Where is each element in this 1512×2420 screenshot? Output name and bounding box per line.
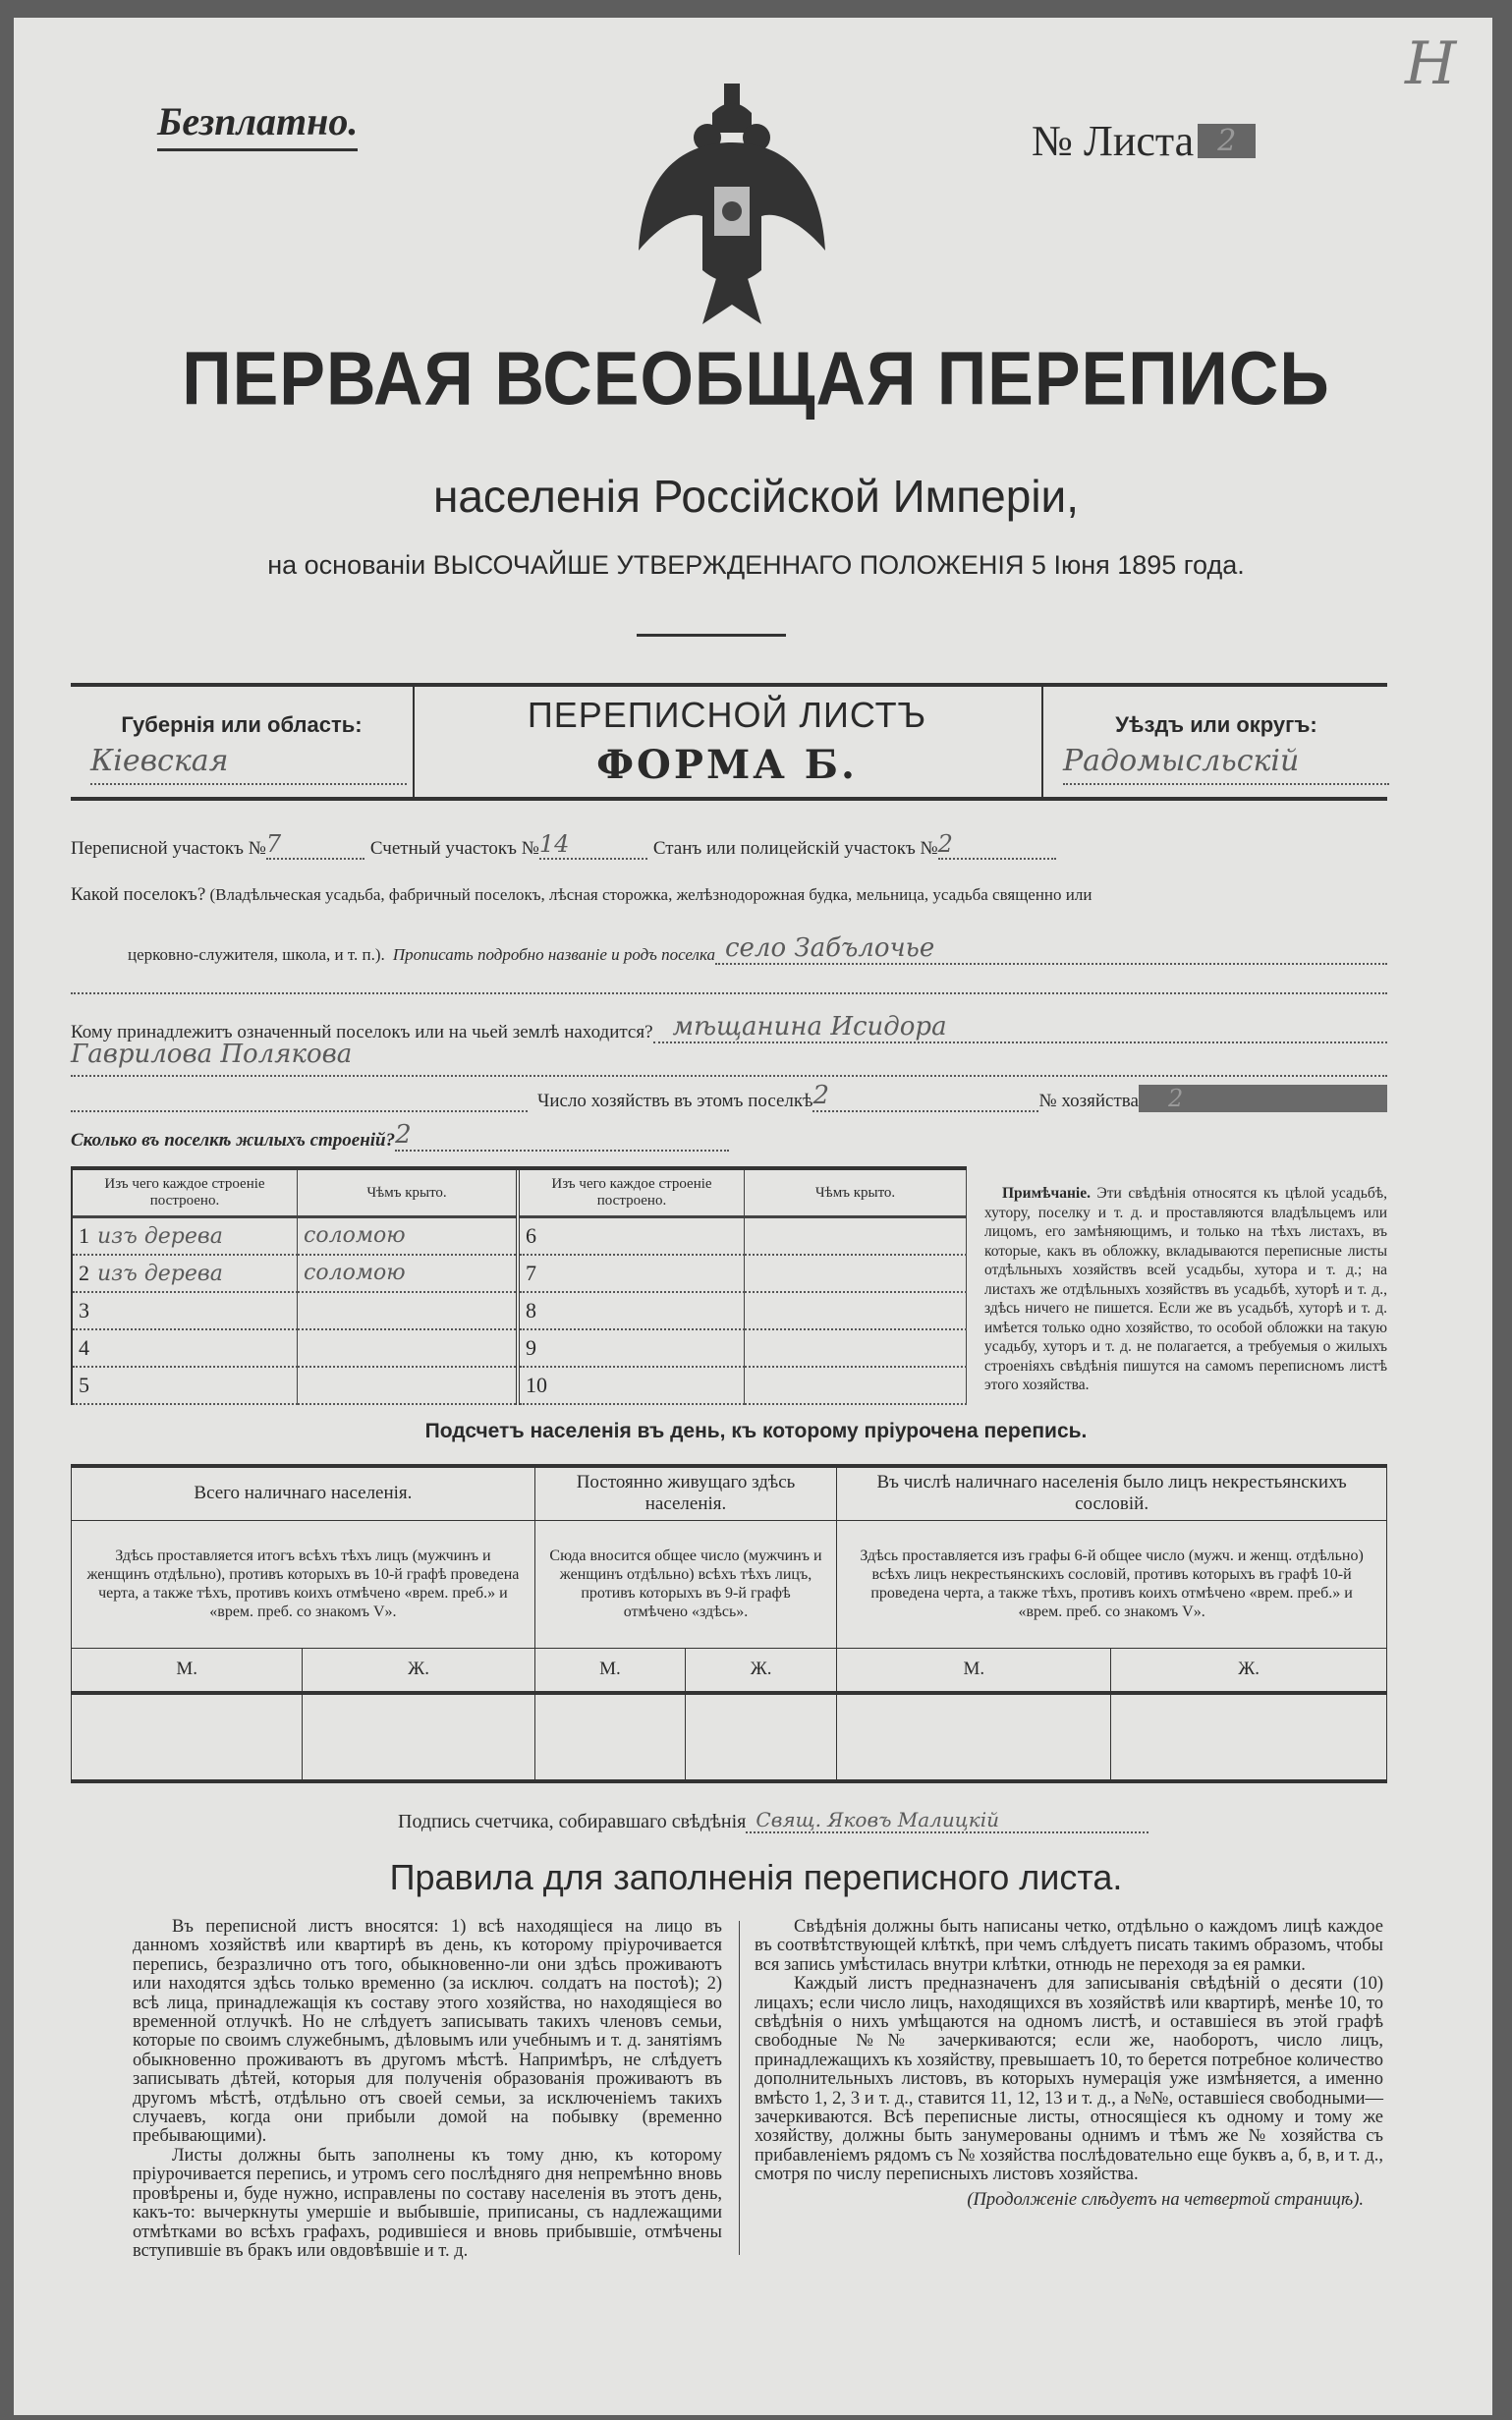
row-number: 5 xyxy=(79,1372,89,1397)
row-number: 2 xyxy=(79,1260,89,1285)
uezd-label: Уѣздъ или округъ: xyxy=(1115,712,1317,737)
count-col-desc: Здѣсь проставляется изъ графы 6-й общее число (мужч. и женщ. отдѣльно) всѣхъ лицъ некрестьянскихъ сословій, противъ которыхъ въ графѣ 10-й проведена черта, а также тѣхъ, противъ коихъ отмѣчено «врем. преб.» и «врем. преб. со знакомъ V». xyxy=(837,1520,1387,1648)
settlement-hint-2: церковно-служителя, школа, и т. п.). xyxy=(128,945,385,964)
row-number: 4 xyxy=(79,1334,89,1360)
building-material-cell[interactable] xyxy=(73,1217,298,1256)
building-material-cell[interactable] xyxy=(73,1255,298,1292)
building-material-cell[interactable] xyxy=(520,1255,745,1292)
building-material-cell[interactable] xyxy=(520,1217,745,1256)
building-roof-cell[interactable] xyxy=(745,1329,967,1367)
settlement-row-2 xyxy=(128,933,1387,965)
signature-value[interactable]: Свящ. Яковъ Малицкій xyxy=(746,1808,1148,1833)
rules-paragraph: Листы должны быть заполнены къ тому дню, къ которому пріурочивается перепись, и утромъ сего послѣдняго дня непремѣнно вновь провѣрены и, буде нужно, исправлены по составу населенія въ этотъ день, какъ-то: вычеркнуты умершіе и выбывшіе, приписаны, съ надлежащими отмѣтками во всѣхъ графахъ, родившіеся и вновь прибывшіе, отмѣчены вступившіе въ бракъ или овдовѣвшіе и т. д. xyxy=(133,2145,722,2261)
col-roof-header: Чѣмъ крыто. xyxy=(745,1170,967,1217)
free-label: Безплатно. xyxy=(157,98,358,151)
settlement-hint: (Владѣльческая усадьба, фабричный поселокъ, лѣсная сторожка, желѣзнодорожная будка, мельница, усадьба священно или xyxy=(209,885,1092,904)
count-col-desc: Сюда вносится общее число (мужчинъ и женщинъ отдѣльно) всѣхъ тѣхъ лицъ, противъ которыхъ въ 9-й графѣ отмѣчено «здѣсь». xyxy=(534,1520,836,1648)
row-number: 10 xyxy=(526,1373,547,1397)
buildings-value[interactable]: 2 xyxy=(395,1120,729,1152)
building-row xyxy=(73,1292,518,1329)
count-cell[interactable] xyxy=(303,1693,535,1781)
households-value[interactable]: 2 xyxy=(812,1081,1038,1112)
female-header: Ж. xyxy=(303,1648,535,1693)
row-number: 9 xyxy=(526,1335,536,1360)
row-number: 8 xyxy=(526,1298,536,1323)
guberniya-value[interactable]: Кіевская xyxy=(90,744,407,785)
count-col-desc: Здѣсь проставляется итогъ всѣхъ тѣхъ лицъ (мужчинъ и женщинъ отдѣльно), противъ которыхъ въ 10-й графѣ проведена черта, а также тѣхъ, противъ коихъ отмѣчено «врем. преб.» и «врем. преб. со знакомъ V». xyxy=(72,1520,535,1648)
building-material: изъ дерева xyxy=(97,1261,223,1286)
column-divider xyxy=(739,1921,740,2255)
row-number: 3 xyxy=(79,1297,89,1323)
rules-heading: Правила для заполненія переписного листа. xyxy=(389,1857,1123,1897)
female-header: Ж. xyxy=(686,1648,837,1693)
rules-paragraph: Въ переписной листъ вносятся: 1) всѣ находящіеся на лицо въ данномъ хозяйствѣ или квартирѣ въ день, къ которому пріурочивается перепись, безразлично отъ того, обыкновенно-ли они здѣсь проживаютъ или находятся здѣсь только временно (за исключ. солдатъ на постоѣ); 2) всѣ лица, принадлежащія къ составу этого хозяйства, но находящіеся во временной отлучкѣ. Но не слѣдуетъ записывать такихъ членовъ семьи, которые по своимъ служебнымъ, дѣловымъ или учебнымъ и т. д. занятіямъ обыкновенно проживаютъ въ другомъ мѣстѣ. Напримѣръ, не слѣдуетъ записывать дѣтей, которыя для полученія образованія проживаютъ въ другомъ мѣстѣ, отдѣльно отъ своей семьи, за исключеніемъ такихъ случаевъ, когда они прибыли домой на побывку (временно пребывающими). xyxy=(133,1917,722,2147)
document-subtitle: населенія Россійской Имперіи, xyxy=(432,471,1080,522)
count-cell[interactable] xyxy=(686,1693,837,1781)
building-roof-cell[interactable] xyxy=(298,1292,519,1329)
guberniya-label: Губернія или область: xyxy=(121,712,363,737)
settlement-value[interactable]: село Забълочье xyxy=(715,933,1387,965)
stan-value[interactable]: 2 xyxy=(938,830,1056,860)
row-number: 1 xyxy=(79,1222,89,1248)
divider xyxy=(637,634,786,637)
owner-value-2[interactable]: Гаврилова Полякова xyxy=(71,1040,1387,1077)
building-roof-cell[interactable] xyxy=(298,1367,519,1404)
count-col-title: Въ числѣ наличнаго населенія было лицъ некрестьянскихъ сословій. xyxy=(837,1466,1387,1520)
owner-value-1[interactable]: мѣщанина Исидора xyxy=(653,1012,1387,1043)
count-cell[interactable] xyxy=(72,1693,303,1781)
archive-mark: Н xyxy=(1405,29,1457,98)
buildings-note xyxy=(984,1184,1387,1395)
owner-label: Кому принадлежитъ означенный поселокъ или на чьей землѣ находится? xyxy=(71,1022,653,1042)
col-material-header: Изъ чего каждое строеніе построено. xyxy=(73,1170,298,1217)
building-material-cell[interactable] xyxy=(520,1329,745,1367)
document-basis: на основаніи ВЫСОЧАЙШЕ УТВЕРЖДЕННАГО ПОЛОЖЕНІЯ 5 Іюня 1895 года. xyxy=(267,550,1245,580)
row-number: 7 xyxy=(526,1261,536,1285)
settlement-label: Какой поселокъ? xyxy=(71,884,206,905)
settlement-row xyxy=(71,884,1387,906)
building-row xyxy=(520,1329,967,1367)
male-header: М. xyxy=(534,1648,685,1693)
count-col-title: Всего наличнаго населенія. xyxy=(72,1466,535,1520)
continued-note: (Продолженіе слѣдуетъ на четвертой страницѣ). xyxy=(967,2189,1364,2210)
household-number-label: № хозяйства xyxy=(1038,1091,1139,1111)
count-cell[interactable] xyxy=(534,1693,685,1781)
document-title: ПЕРВАЯ ВСЕОБЩАЯ ПЕРЕПИСЬ xyxy=(182,336,1330,421)
building-material-cell[interactable] xyxy=(520,1367,745,1404)
signature-label: Подпись счетчика, собиравшаго свѣдѣнія xyxy=(398,1811,747,1832)
buildings-table-right xyxy=(520,1170,967,1405)
female-header: Ж. xyxy=(1111,1648,1387,1693)
building-row xyxy=(520,1292,967,1329)
guberniya-field xyxy=(71,687,415,797)
building-row xyxy=(73,1367,518,1404)
row-number: 6 xyxy=(526,1223,536,1248)
building-material: изъ дерева xyxy=(97,1223,223,1249)
population-count-table xyxy=(71,1464,1387,1783)
rules-right-column xyxy=(755,1918,1383,2210)
signature-row xyxy=(398,1808,1148,1833)
building-row xyxy=(520,1217,967,1256)
buildings-label: Сколько въ поселкѣ жилыхъ строеній? xyxy=(71,1130,396,1151)
settlement-instruction: Прописать подробно названіе и родъ поселка xyxy=(392,945,715,964)
buildings-table xyxy=(71,1166,967,1405)
building-material-cell[interactable] xyxy=(520,1292,745,1329)
col-material-header: Изъ чего каждое строеніе построено. xyxy=(520,1170,745,1217)
building-roof-cell[interactable] xyxy=(745,1255,967,1292)
male-header: М. xyxy=(72,1648,303,1693)
building-roof-cell[interactable] xyxy=(745,1217,967,1256)
col-roof-header: Чѣмъ крыто. xyxy=(298,1170,519,1217)
households-row xyxy=(71,1081,1387,1112)
building-roof-cell[interactable] xyxy=(298,1329,519,1367)
building-row xyxy=(73,1329,518,1367)
rules-paragraph: Свѣдѣнія должны быть написаны четко, отдѣльно о каждомъ лицѣ каждое въ соотвѣтствующей клѣткѣ, при чемъ слѣдуетъ писать такимъ образомъ, чтобы вся запись умѣстилась внутри клѣтки, отнюдь не переходя за ея рамки. xyxy=(755,1917,1383,1975)
imperial-eagle-emblem xyxy=(634,84,830,329)
note-text: Эти свѣдѣнія относятся къ цѣлой усадьбѣ, хутору, поселку и т. д. и проставляются владѣльцемъ или лицомъ, его замѣняющимъ, и только на тѣхъ листахъ, въ которые, какъ въ обложку, вкладываются переписные листы отдѣльныхъ хозяйствъ всей усадьбы, хутора и т. д.; на листахъ же отдѣльныхъ хозяйствъ въ усадьбѣ, хуторѣ и т. д., здѣсь ничего не пишется. Если же въ усадьбѣ, хуторѣ и т. д. имѣется только одно хозяйство, то особой обложки на такую усадьбу, хуторъ и т. д. не полагается, а требуемыя о жилыхъ строеніяхъ свѣдѣнія пишутся на самомъ переписномъ листѣ этого хозяйства. xyxy=(984,1185,1388,1393)
uezd-value[interactable]: Радомысльскій xyxy=(1063,744,1389,785)
rules-left-column xyxy=(133,1918,722,2261)
note-label: Примѣчаніе. xyxy=(1002,1185,1091,1202)
building-row xyxy=(73,1217,518,1256)
district-row xyxy=(71,830,1387,860)
count-col-title: Постоянно живущаго здѣсь населенія. xyxy=(534,1466,836,1520)
buildings-table-left xyxy=(73,1170,520,1405)
census-district-value[interactable]: 7 xyxy=(266,830,364,860)
households-label: Число хозяйствъ въ этомъ поселкѣ xyxy=(537,1091,813,1111)
form-title: ПЕРЕПИСНОЙ ЛИСТЪ xyxy=(527,695,927,735)
count-district-value[interactable]: 14 xyxy=(539,830,647,860)
census-district-label: Переписной участокъ № xyxy=(71,838,266,859)
sheet-number xyxy=(1032,116,1256,166)
building-row xyxy=(73,1255,518,1292)
count-district-label: Счетный участокъ № xyxy=(369,838,539,859)
household-number-value[interactable]: 2 xyxy=(1139,1085,1387,1112)
sheet-number-value: 2 xyxy=(1198,124,1256,158)
building-roof-cell[interactable] xyxy=(745,1367,967,1404)
building-material-cell[interactable] xyxy=(73,1367,298,1404)
building-row xyxy=(520,1367,967,1404)
stan-label: Станъ или полицейскій участокъ № xyxy=(652,838,938,859)
count-cell[interactable] xyxy=(837,1693,1111,1781)
uezd-field xyxy=(1041,687,1389,797)
count-heading: Подсчетъ населенія въ день, къ которому пріурочена перепись. xyxy=(424,1420,1088,1442)
blank-line xyxy=(71,992,1387,994)
form-header-box xyxy=(71,683,1387,801)
building-material-cell[interactable] xyxy=(73,1292,298,1329)
building-roof-cell[interactable]: соломою xyxy=(298,1217,519,1256)
building-row xyxy=(520,1255,967,1292)
form-letter: ФОРМА Б. xyxy=(596,742,858,788)
male-header: М. xyxy=(837,1648,1111,1693)
building-roof-cell[interactable] xyxy=(745,1292,967,1329)
building-roof-cell[interactable]: соломою xyxy=(298,1255,519,1292)
count-cell[interactable] xyxy=(1111,1693,1387,1781)
sheet-number-label: № Листа xyxy=(1032,117,1195,165)
building-material-cell[interactable] xyxy=(73,1329,298,1367)
form-title-block xyxy=(413,687,1041,788)
rules-paragraph: Каждый листъ предназначенъ для записыванія свѣдѣній о десяти (10) лицахъ; если число лицъ, находящихся въ хозяйствѣ или квартирѣ, менѣе 10, то свѣдѣнія о нихъ умѣщаются на одномъ листѣ, и оставшіеся въ этой графѣ свободные №№ зачеркиваются; если же, наоборотъ, число лицъ, принадлежащихъ къ хозяйству, превышаетъ 10, то берется потребное количество дополнительныхъ листовъ, въ которыхъ нумерація уже измѣняется, а именно вмѣсто 1, 2, 3 и т. д., ставится 11, 12, 13 и т. д., а №№, оставшіеся свободными—зачеркиваются. Всѣ переписные листы, относящіеся къ одному и тому же хозяйству, должны быть занумерованы однимъ и тѣмъ же № хозяйства съ прибавленіемъ рядомъ съ № хозяйства послѣдовательно еще буквъ а, б, в, и т. д., смотря по числу переписныхъ листовъ хозяйства. xyxy=(755,1974,1383,2185)
buildings-row xyxy=(71,1120,729,1152)
